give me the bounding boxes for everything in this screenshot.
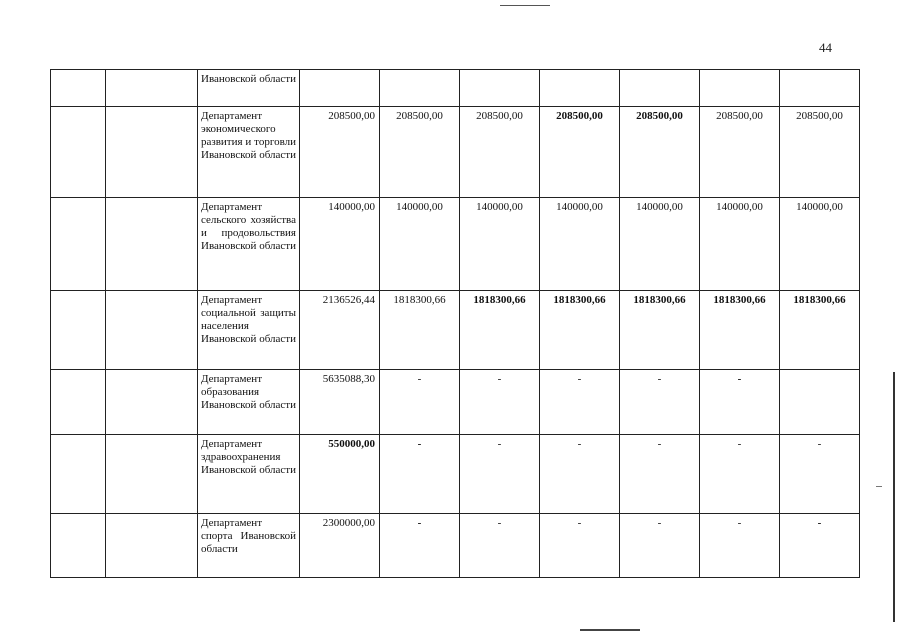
budget-table bbox=[50, 69, 860, 578]
department-name: Департамент экономического развития и торговли Ивановской области bbox=[198, 107, 300, 198]
number-cell bbox=[51, 107, 106, 198]
code-cell bbox=[106, 107, 198, 198]
value-cell: 208500,00 bbox=[620, 107, 700, 198]
value-cell: - bbox=[620, 435, 700, 514]
value-cell: - bbox=[380, 370, 460, 435]
value-cell: 208500,00 bbox=[700, 107, 780, 198]
value-cell: 140000,00 bbox=[300, 198, 380, 291]
value-cell bbox=[460, 70, 540, 107]
number-cell bbox=[51, 291, 106, 370]
code-cell bbox=[106, 70, 198, 107]
value-cell: - bbox=[460, 435, 540, 514]
value-cell: 140000,00 bbox=[460, 198, 540, 291]
value-cell bbox=[540, 70, 620, 107]
value-cell: - bbox=[700, 514, 780, 578]
value-cell: 1818300,66 bbox=[540, 291, 620, 370]
value-cell: - bbox=[460, 514, 540, 578]
value-cell: 1818300,66 bbox=[780, 291, 860, 370]
value-cell: - bbox=[380, 514, 460, 578]
value-cell: 140000,00 bbox=[380, 198, 460, 291]
code-cell bbox=[106, 514, 198, 578]
number-cell bbox=[51, 198, 106, 291]
table-row bbox=[51, 291, 860, 370]
scan-artifact-right-edge bbox=[893, 372, 895, 622]
value-cell: 208500,00 bbox=[380, 107, 460, 198]
page-number: 44 bbox=[819, 40, 832, 55]
value-cell: 1818300,66 bbox=[700, 291, 780, 370]
department-name: Департамент сельского хозяйства и продовольствия Ивановской области bbox=[198, 198, 300, 291]
table-row bbox=[51, 514, 860, 578]
number-cell bbox=[51, 435, 106, 514]
value-cell bbox=[780, 370, 860, 435]
scan-artifact-speck bbox=[876, 486, 882, 487]
value-cell: - bbox=[540, 514, 620, 578]
value-cell: - bbox=[620, 514, 700, 578]
value-cell bbox=[620, 70, 700, 107]
table-row bbox=[51, 435, 860, 514]
table-row bbox=[51, 198, 860, 291]
scan-artifact-bottom-line bbox=[580, 629, 640, 631]
value-cell: 140000,00 bbox=[540, 198, 620, 291]
code-cell bbox=[106, 370, 198, 435]
value-cell: 140000,00 bbox=[780, 198, 860, 291]
value-cell: 208500,00 bbox=[460, 107, 540, 198]
value-cell: - bbox=[780, 514, 860, 578]
value-cell bbox=[380, 70, 460, 107]
table-row bbox=[51, 370, 860, 435]
value-cell: 5635088,30 bbox=[300, 370, 380, 435]
table-row bbox=[51, 107, 860, 198]
value-cell: - bbox=[700, 435, 780, 514]
value-cell: - bbox=[460, 370, 540, 435]
department-name: Департамент социальной защиты населения Ивановской области bbox=[198, 291, 300, 370]
department-name: Департамент образования Ивановской области bbox=[198, 370, 300, 435]
value-cell: 140000,00 bbox=[700, 198, 780, 291]
table-row bbox=[51, 70, 860, 107]
scan-artifact-top-line bbox=[500, 5, 550, 6]
value-cell: 1818300,66 bbox=[620, 291, 700, 370]
value-cell: - bbox=[700, 370, 780, 435]
value-cell: - bbox=[780, 435, 860, 514]
value-cell: - bbox=[620, 370, 700, 435]
value-cell: 208500,00 bbox=[300, 107, 380, 198]
department-name: Департамент здравоохранения Ивановской области bbox=[198, 435, 300, 514]
value-cell bbox=[300, 70, 380, 107]
value-cell: - bbox=[540, 435, 620, 514]
value-cell: 1818300,66 bbox=[460, 291, 540, 370]
value-cell: - bbox=[540, 370, 620, 435]
value-cell: 208500,00 bbox=[780, 107, 860, 198]
value-cell bbox=[780, 70, 860, 107]
number-cell bbox=[51, 370, 106, 435]
value-cell bbox=[700, 70, 780, 107]
value-cell: 208500,00 bbox=[540, 107, 620, 198]
value-cell: 550000,00 bbox=[300, 435, 380, 514]
value-cell: 140000,00 bbox=[620, 198, 700, 291]
department-name: Ивановской области bbox=[198, 70, 300, 107]
number-cell bbox=[51, 514, 106, 578]
value-cell: - bbox=[380, 435, 460, 514]
value-cell: 2136526,44 bbox=[300, 291, 380, 370]
code-cell bbox=[106, 435, 198, 514]
value-cell: 2300000,00 bbox=[300, 514, 380, 578]
department-name: Департамент спорта Ивановской области bbox=[198, 514, 300, 578]
value-cell: 1818300,66 bbox=[380, 291, 460, 370]
code-cell bbox=[106, 291, 198, 370]
number-cell bbox=[51, 70, 106, 107]
code-cell bbox=[106, 198, 198, 291]
